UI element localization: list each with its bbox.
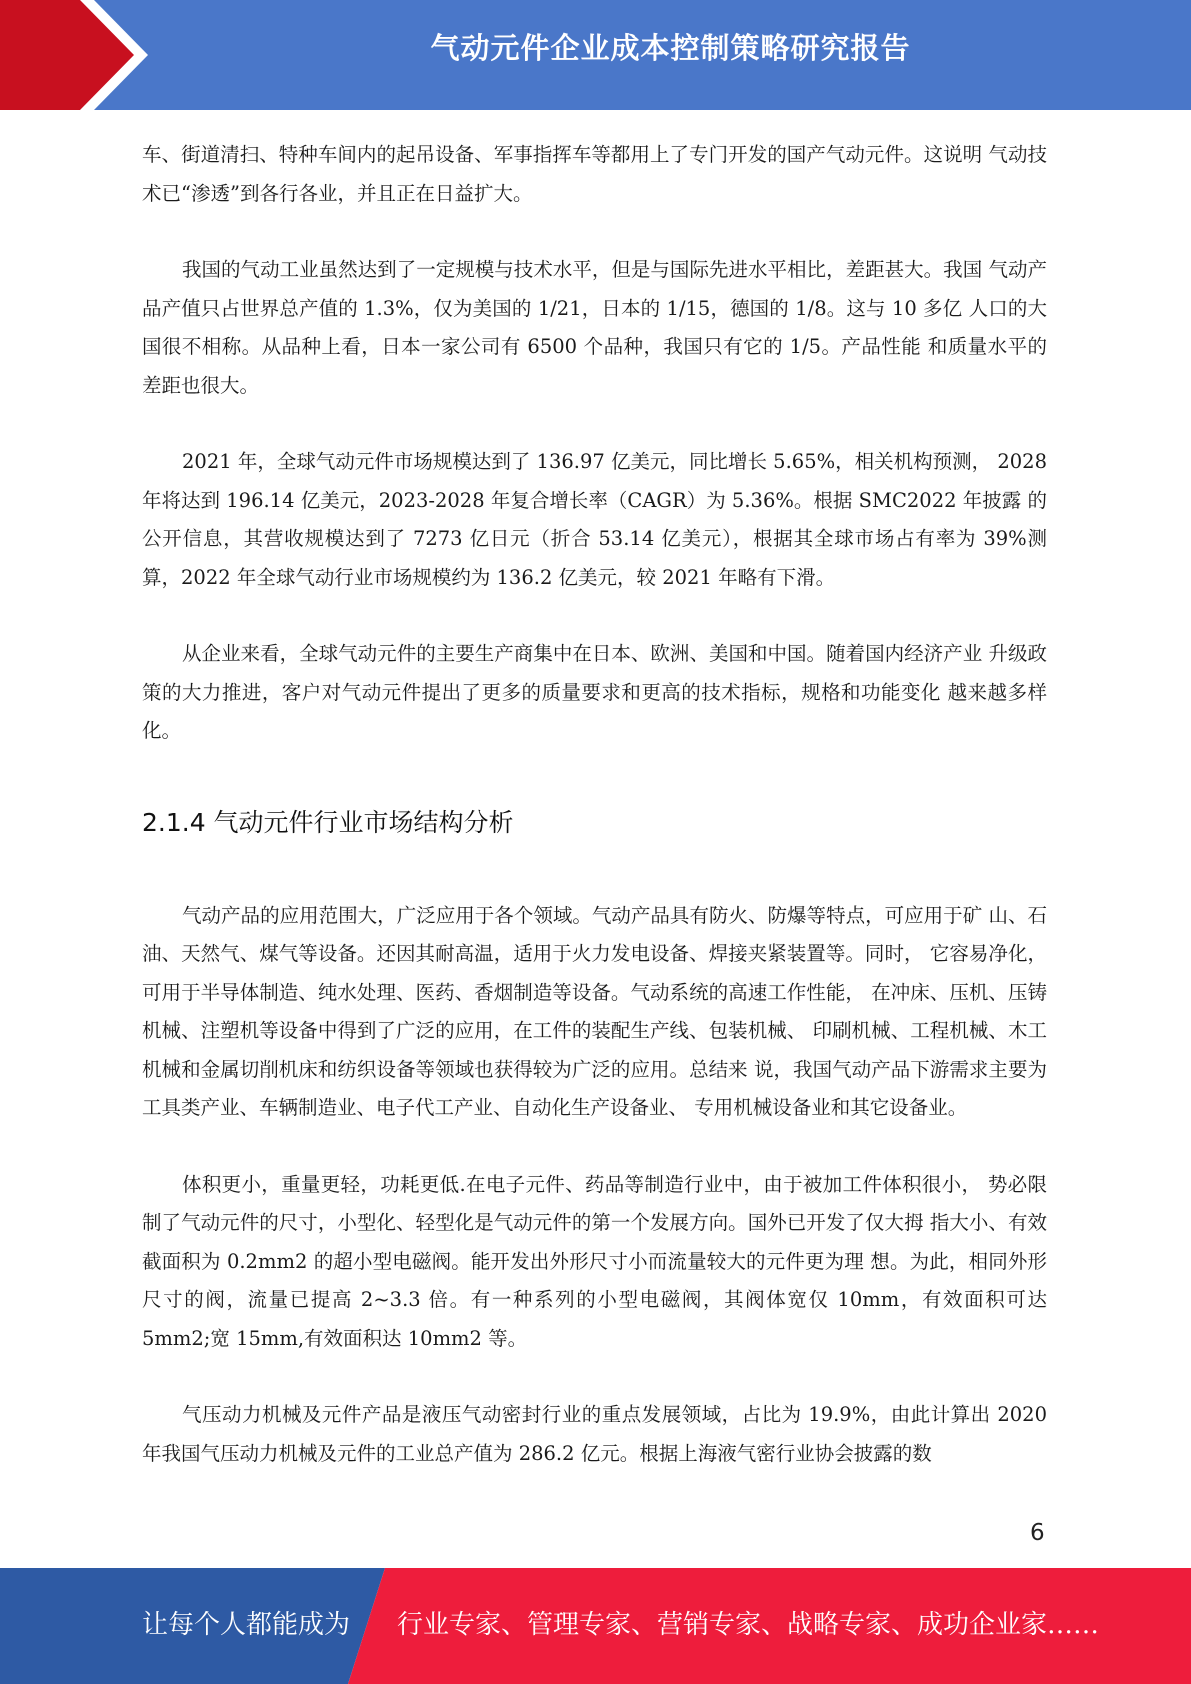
text-line: 人口的大国很不相称。从品种上看，日本一家公司有 6500 个品种，我国只有它的 1/5。产品性能: [142, 296, 1047, 358]
page-header: [0, 0, 1191, 110]
text-line: 升级政策的大力推进，客户对气动元件提出了更多的质量要求和更高的技术指标，规格和功能变化: [142, 642, 1047, 704]
text-line: 专用机械设备业和其它设备业。: [694, 1096, 968, 1119]
text-line: 势必限制了气动元件的尺寸，小型化、轻型化是气动元件的第一个发展方向。国外已开发了仅大拇: [142, 1172, 1047, 1234]
page-number: 6: [1030, 1520, 1045, 1546]
report-title: 气动元件企业成本控制策略研究报告: [430, 31, 911, 65]
text-line: 2021 年，全球气动元件市场规模达到了 136.97 亿美元，同比增长 5.65%，相关机构预测，: [182, 450, 992, 473]
page-footer: [0, 1568, 1191, 1684]
paragraph: [142, 251, 1047, 405]
text-line: 气动产品产值只占世界总产值的 1.3%，仅为美国的 1/21，日本的 1/15，德国的 1/8。这与 10 多亿: [142, 258, 1047, 320]
text-line: 39%测算，2022 年全球气动行业市场规模约为 136.2 亿美元，较 2021 年略有下滑。: [142, 527, 1048, 589]
text-line: 2020 年我国气压动力机械及元件的工业总产值为 286.2 亿元。根据上海液气密行业协会披露的数: [142, 1403, 1047, 1465]
section-heading: 2.1.4 气动元件行业市场结构分析: [142, 807, 514, 837]
text-line: 越来越多样化。: [142, 680, 1047, 742]
text-line: 在冲床、压机、压铸机械、注塑机等设备中得到了广泛的应用，在工件的装配生产线、包装机械、: [142, 980, 1047, 1042]
text-line: 印刷机械、工程机械、木工机械和金属切削机床和纺织设备等领域也获得较为广泛的应用。总结来: [142, 1019, 1047, 1081]
text-line: 和质量水平的差距也很大。: [142, 335, 1047, 397]
text-line: 2028 年将达到 196.14 亿美元，2023-2028 年复合增长率（CAGR）为 5.36%。根据 SMC2022 年披露: [142, 450, 1047, 512]
paragraph: [142, 443, 1047, 597]
text-line: 体积更小，重量更轻，功耗更低.在电子元件、药品等制造行业中，由于被加工件体积很小，: [182, 1172, 982, 1196]
text-line: 车、街道清扫、特种车间内的起吊设备、军事指挥车等都用上了专门开发的国产气动元件。这说明: [142, 143, 983, 166]
paragraph: [142, 897, 1047, 1128]
text-line: 它容易净化，可用于半导体制造、纯水处理、医药、香烟制造等设备。气动系统的高速工作性能，: [142, 942, 1047, 1004]
text-line: 气动产品的应用范围大，广泛应用于各个领域。气动产品具有防火、防爆等特点，可应用于矿: [182, 903, 983, 927]
footer-slogan-left: 让每个人都能成为: [142, 1610, 351, 1640]
text-line: 指大小、有效截面积为 0.2mm2 的超小型电磁阀。能开发出外形尺寸小而流量较大的元件更为理: [142, 1211, 1047, 1273]
text-line: 气压动力机械及元件产品是液压气动密封行业的重点发展领域，占比为 19.9%，由此计算出: [182, 1403, 991, 1426]
text-line: 10mm，有效面积可达 5mm2;宽 15mm,有效面积达 10mm2 等。: [142, 1288, 1047, 1350]
paragraph: [142, 635, 1047, 751]
document-body: [142, 136, 1047, 1473]
text-line: 说，我国气动产品下游需求主要为工具类产业、车辆制造业、电子代工产业、自动化生产设备业、: [142, 1057, 1047, 1119]
paragraph: [142, 1166, 1047, 1359]
text-line: 气动技术已“渗透”到各行各业，并且正在日益扩大。: [142, 143, 1047, 205]
footer-slogan-right: 行业专家、管理专家、营销专家、战略专家、成功企业家……: [397, 1610, 1100, 1640]
text-line: 我国的气动工业虽然达到了一定规模与技术水平，但是与国际先进水平相比，差距甚大。我国: [182, 258, 983, 281]
paragraph: [142, 1396, 1047, 1473]
text-line: 从企业来看，全球气动元件的主要生产商集中在日本、欧洲、美国和中国。随着国内经济产业: [182, 642, 983, 665]
text-line: 的公开信息，其营收规模达到了 7273 亿日元（折合 53.14 亿美元），根据其全球市场占有率为: [142, 488, 1048, 550]
text-line: 想。为此，相同外形尺寸的阀，流量已提高 2~3.3 倍。有一种系列的小型电磁阀，其阀体宽仅: [142, 1249, 1048, 1311]
paragraph: [142, 136, 1047, 213]
text-line: 山、石油、天然气、煤气等设备。还因其耐高温，适用于火力发电设备、焊接夹紧装置等。同时，: [142, 903, 1047, 965]
